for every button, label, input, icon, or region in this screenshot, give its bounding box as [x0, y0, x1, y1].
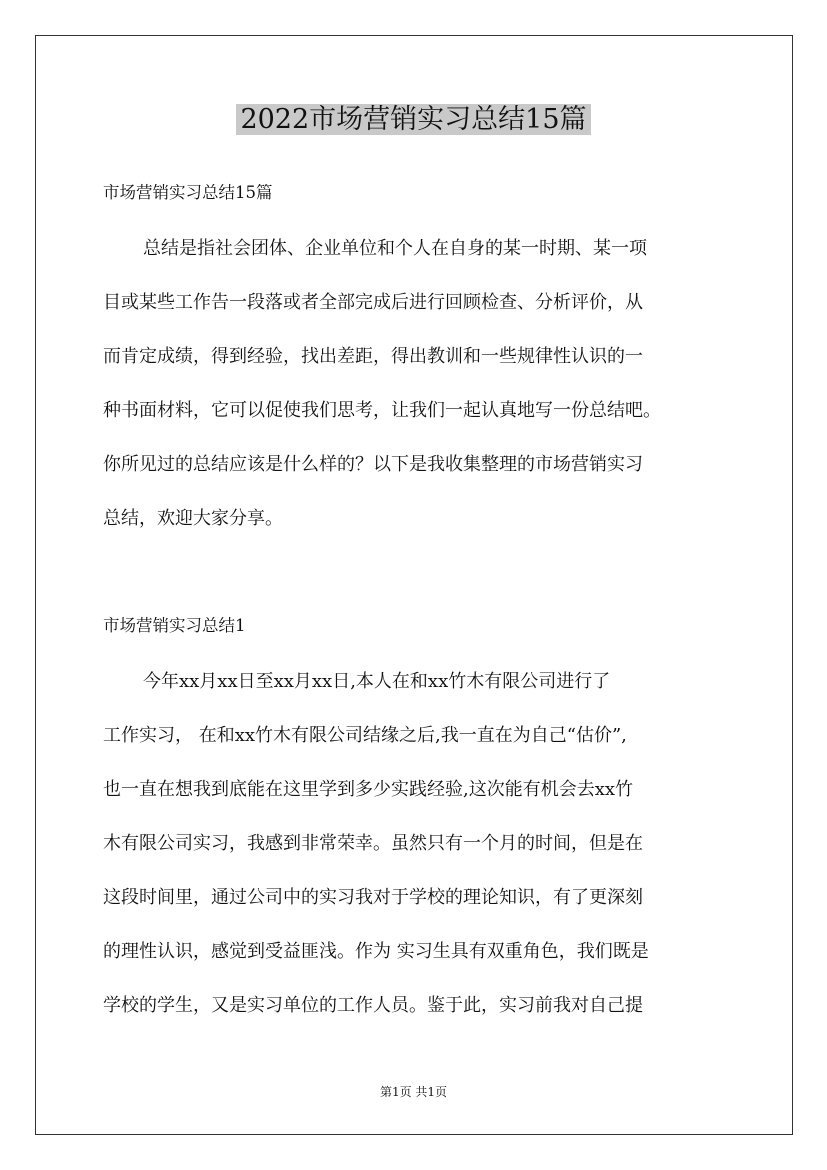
section-paragraph [103, 655, 733, 1033]
paragraph-line: 工作实习， 在和xx竹木有限公司结缘之后,我一直在为自己“估价”, [103, 725, 627, 746]
paragraph-line: 今年xx月xx日至xx月xx日,本人在和xx竹木有限公司进行了 [143, 671, 611, 692]
paragraph-line: 目或某些工作告一段落或者全部完成后进行回顾检查、分析评价，从 [103, 292, 643, 313]
document-title [0, 100, 827, 140]
paragraph-line: 学校的学生，又是实习单位的工作人员。鉴于此，实习前我对自己提 [103, 995, 643, 1016]
paragraph-line: 木有限公司实习，我感到非常荣幸。虽然只有一个月的时间，但是在 [103, 833, 643, 854]
paragraph-line: 的理性认识，感觉到受益匪浅。作为 实习生具有双重角色，我们既是 [103, 941, 649, 962]
page-number-footer: 第1页 共1页 [379, 1085, 448, 1099]
section-heading: 市场营销实习总结1 [103, 616, 246, 635]
paragraph-line: 也一直在想我到底能在这里学到多少实践经验,这次能有机会去xx竹 [103, 779, 634, 800]
document-subtitle: 市场营销实习总结15篇 [103, 183, 273, 202]
paragraph-line: 种书面材料，它可以促使我们思考，让我们一起认真地写一份总结吧。 [103, 400, 661, 421]
paragraph-line: 总结是指社会团体、企业单位和个人在自身的某一时期、某一项 [143, 238, 647, 259]
paragraph-line: 而肯定成绩，得到经验，找出差距，得出教训和一些规律性认识的一 [103, 346, 643, 367]
paragraph-line: 这段时间里，通过公司中的实习我对于学校的理论知识，有了更深刻 [103, 887, 643, 908]
document-title-text: 2022市场营销实习总结15篇 [236, 104, 590, 135]
intro-paragraph [103, 222, 733, 546]
paragraph-line: 总结，欢迎大家分享。 [103, 508, 283, 529]
paragraph-line: 你所见过的总结应该是什么样的？以下是我收集整理的市场营销实习 [103, 454, 643, 475]
